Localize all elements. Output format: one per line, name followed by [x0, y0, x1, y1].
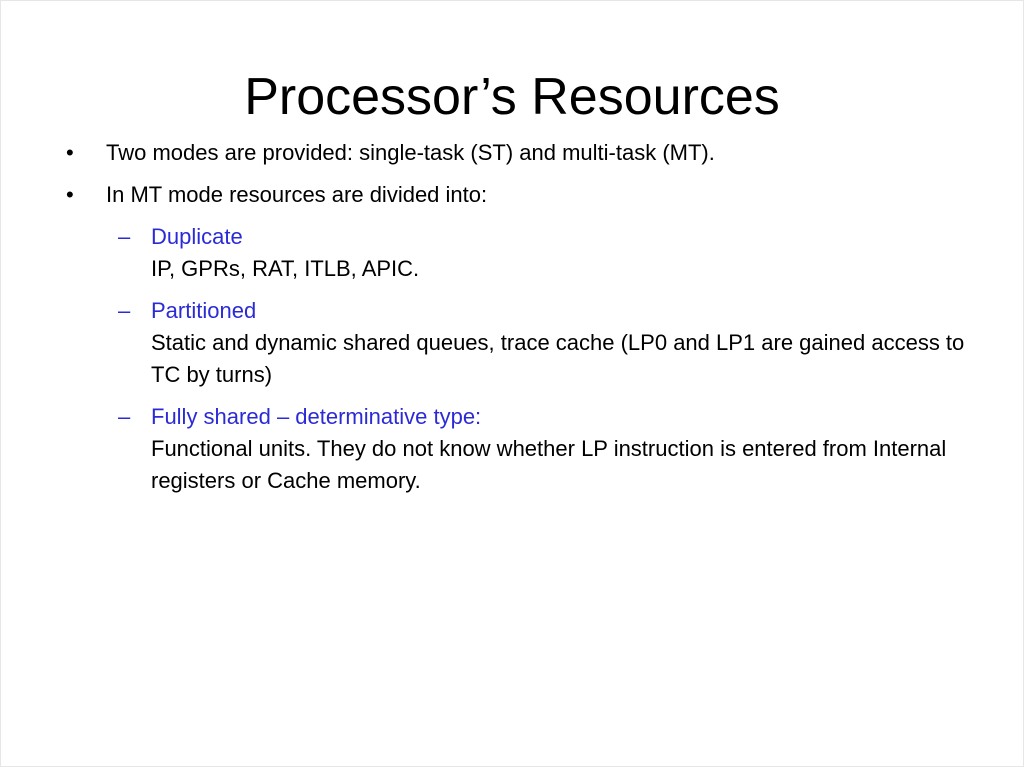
sub-item-detail: Functional units. They do not know whether LP instruction is entered from Internal registers or Cache memory. [151, 436, 947, 493]
dash-marker: – [118, 404, 131, 429]
slide-body [61, 137, 981, 507]
bullet-text: In MT mode resources are divided into: [106, 182, 488, 207]
sub-item-partitioned [61, 295, 981, 391]
dash-marker: – [118, 224, 131, 249]
sub-item-detail: IP, GPRs, RAT, ITLB, APIC. [151, 256, 420, 281]
sub-item-duplicate [61, 221, 981, 285]
sub-item-detail: Static and dynamic shared queues, trace cache (LP0 and LP1 are gained access to TC by turns) [151, 330, 965, 387]
bullet-marker: • [66, 140, 74, 165]
bullet-item [61, 137, 981, 169]
sub-item-heading: Duplicate [151, 224, 243, 249]
sub-item-fully-shared [61, 401, 981, 497]
bullet-marker: • [66, 182, 74, 207]
sub-item-heading: Fully shared – determinative type: [151, 404, 482, 429]
sub-item-heading: Partitioned [151, 298, 257, 323]
slide-title: Processor’s Resources [244, 68, 780, 126]
bullet-text: Two modes are provided: single-task (ST) and multi-task (MT). [106, 140, 715, 165]
dash-marker: – [118, 298, 131, 323]
bullet-item [61, 179, 981, 211]
